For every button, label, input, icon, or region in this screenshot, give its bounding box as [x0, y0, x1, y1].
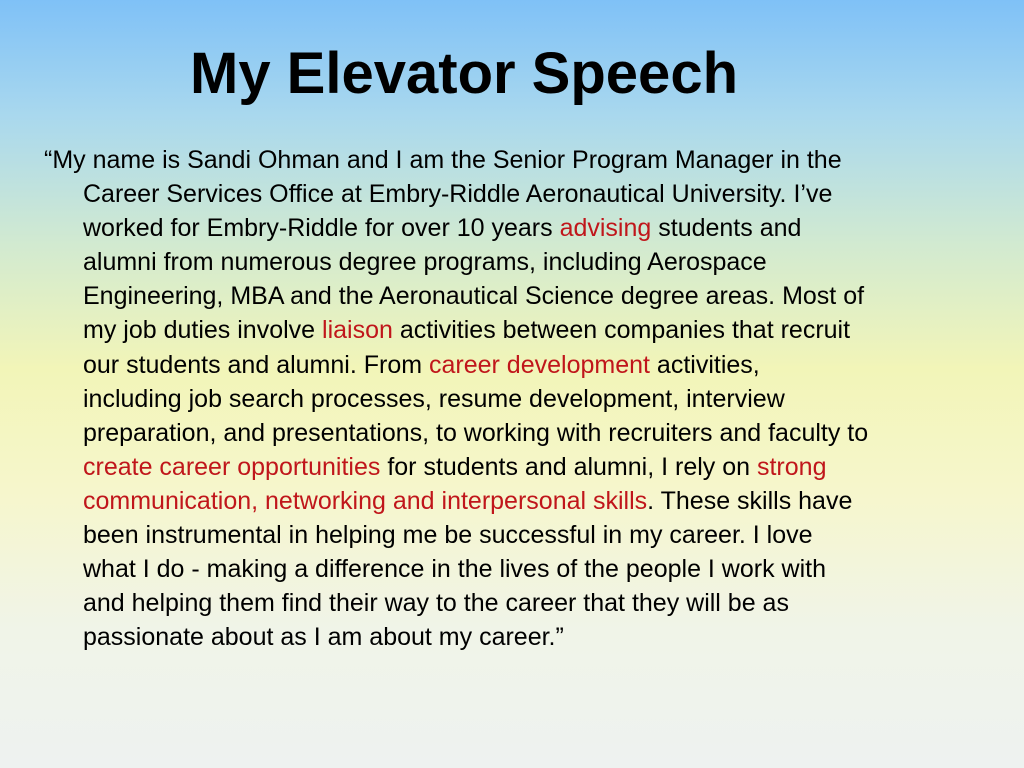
speech-line — [44, 382, 994, 416]
speech-text: preparation, and presentations, to working with recruiters and faculty to — [83, 418, 869, 447]
speech-line — [44, 348, 994, 382]
speech-line — [44, 518, 994, 552]
speech-line — [44, 177, 994, 211]
speech-text: passionate about as I am about my career.” — [83, 623, 564, 652]
speech-line — [44, 586, 994, 620]
speech-line — [44, 484, 994, 518]
speech-paragraph — [44, 143, 994, 654]
speech-line — [44, 211, 994, 245]
speech-text: “My name is Sandi Ohman and I am the Senior Program Manager in the — [44, 146, 842, 174]
highlighted-phrase: career development — [429, 350, 650, 379]
speech-text: for students and alumni, I rely on — [380, 452, 757, 481]
highlighted-phrase: communication, networking and interpersonal skills — [83, 486, 648, 515]
speech-text: activities between companies that recruit — [392, 316, 851, 345]
speech-text: worked for Embry-Riddle for over 10 years — [83, 214, 560, 243]
speech-line — [44, 552, 994, 586]
speech-line — [44, 620, 994, 654]
speech-text: students and — [651, 214, 802, 243]
speech-text: what I do - making a difference in the lives of the people I work with — [83, 555, 826, 584]
speech-text: including job search processes, resume development, interview — [83, 384, 785, 413]
highlighted-phrase: strong — [756, 452, 827, 481]
highlighted-phrase: liaison — [322, 316, 393, 345]
speech-line — [44, 245, 994, 279]
speech-text: alumni from numerous degree programs, including Aerospace — [83, 248, 767, 277]
speech-line — [44, 143, 994, 177]
speech-text: my job duties involve — [83, 316, 323, 345]
speech-text: Career Services Office at Embry-Riddle Aeronautical University. I’ve — [83, 180, 833, 209]
speech-text: . These skills have — [647, 486, 853, 515]
highlighted-phrase: advising — [559, 214, 652, 243]
speech-text: activities, — [649, 350, 760, 379]
highlighted-phrase: create career opportunities — [83, 452, 381, 481]
speech-text: been instrumental in helping me be successful in my career. I love — [83, 521, 813, 550]
speech-line — [44, 416, 994, 450]
slide-title: My Elevator Speech — [190, 41, 738, 106]
speech-text: and helping them find their way to the career that they will be as — [83, 589, 789, 618]
speech-text: our students and alumni. From — [83, 350, 429, 379]
speech-line — [44, 279, 994, 313]
speech-text: Engineering, MBA and the Aeronautical Science degree areas. Most of — [83, 282, 865, 311]
speech-line — [44, 450, 994, 484]
speech-line — [44, 313, 994, 347]
